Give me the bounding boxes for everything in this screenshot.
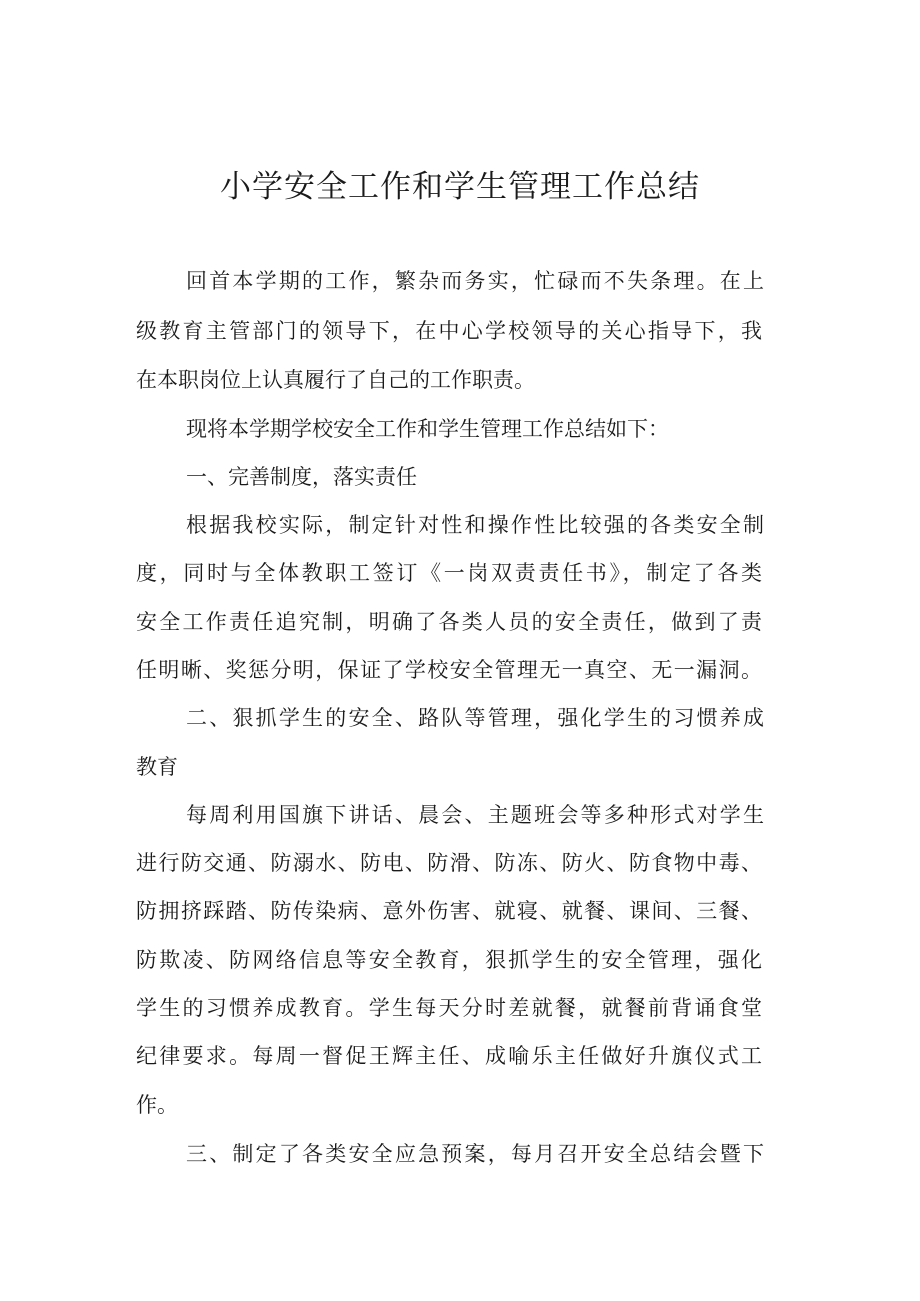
paragraph-line: 任明晰、奖惩分明，保证了学校安全管理无一真空、无一漏洞。 <box>136 658 762 682</box>
paragraph-line: 级教育主管部门的领导下，在中心学校领导的关心指导下，我 <box>136 319 762 343</box>
paragraph-line: 纪律要求。每周一督促王辉主任、成喻乐主任做好升旗仪式工 <box>136 1044 762 1068</box>
paragraph-line: 每周利用国旗下讲话、晨会、主题班会等多种形式对学生 <box>186 803 764 827</box>
paragraph-line: 回首本学期的工作，繁杂而务实，忙碌而不失条理。在上 <box>186 269 764 293</box>
paragraph-line: 学生的习惯养成教育。学生每天分时差就餐，就餐前背诵食堂 <box>136 996 762 1020</box>
section-heading: 教育 <box>136 755 178 779</box>
section-heading: 二、狠抓学生的安全、路队等管理，强化学生的习惯养成 <box>186 706 764 730</box>
paragraph-line: 作。 <box>136 1093 178 1117</box>
paragraph-line: 现将本学期学校安全工作和学生管理工作总结如下： <box>186 417 669 441</box>
paragraph-line: 安全工作责任追究制，明确了各类人员的安全责任，做到了责 <box>136 610 762 634</box>
section-heading: 一、完善制度，落实责任 <box>186 465 417 489</box>
paragraph-line: 防拥挤踩踏、防传染病、意外伤害、就寝、就餐、课间、三餐、 <box>136 899 762 923</box>
document-title: 小学安全工作和学生管理工作总结 <box>220 169 700 205</box>
paragraph-line: 度，同时与全体教职工签订《一岗双责责任书》，制定了各类 <box>136 561 762 585</box>
section-heading: 三、制定了各类安全应急预案，每月召开安全总结会暨下 <box>186 1142 764 1166</box>
paragraph-line: 进行防交通、防溺水、防电、防滑、防冻、防火、防食物中毒、 <box>136 851 762 875</box>
paragraph-line: 根据我校实际，制定针对性和操作性比较强的各类安全制 <box>186 513 764 537</box>
paragraph-line: 防欺凌、防网络信息等安全教育，狠抓学生的安全管理，强化 <box>136 948 762 972</box>
paragraph-line: 在本职岗位上认真履行了自己的工作职责。 <box>136 368 535 392</box>
